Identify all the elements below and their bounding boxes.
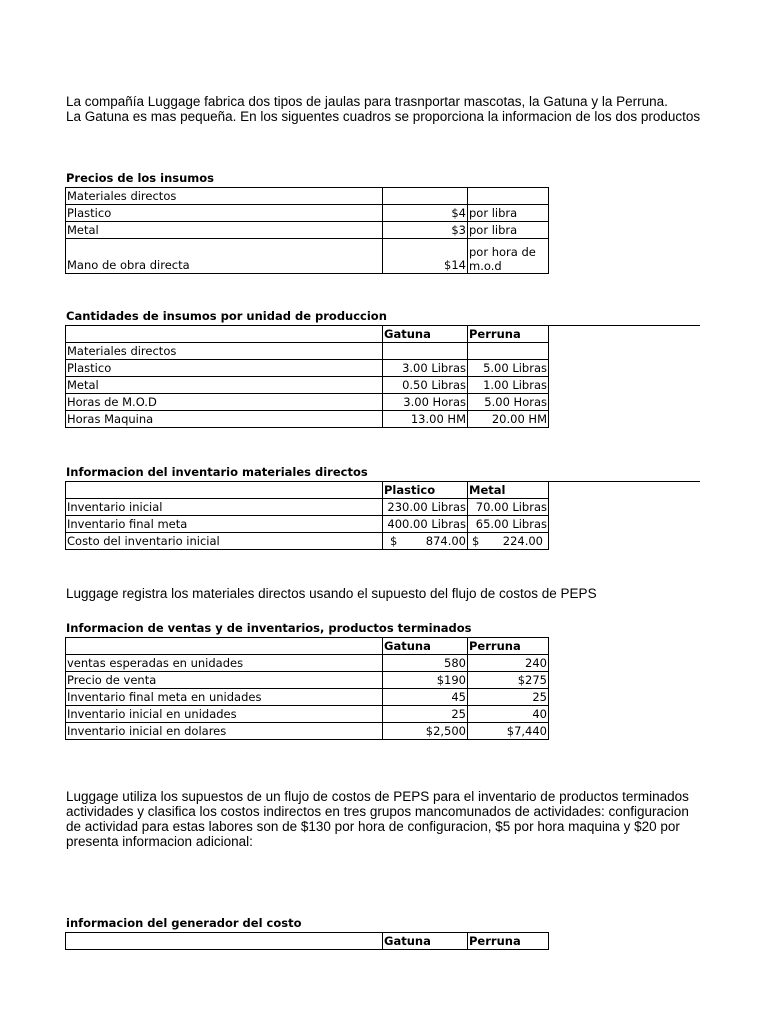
cell-label: Materiales directos — [66, 343, 383, 360]
cell-perruna: 5.00 Libras — [468, 360, 549, 377]
cell-gatuna: $190 — [383, 672, 468, 689]
cell-label: Plastico — [66, 205, 383, 222]
actividades-line-4: presenta informacion adicional: — [66, 834, 253, 849]
table-row — [66, 394, 549, 411]
table-row — [66, 689, 549, 706]
cell-metal: 70.00 Libras — [468, 499, 549, 516]
cell-plastico: 400.00 Libras — [383, 516, 468, 533]
actividades-line-1: Luggage utiliza los supuestos de un flujo de costos de PEPS para el inventario de productos terminados — [66, 789, 689, 804]
cell-label: Inventario inicial — [66, 499, 383, 516]
cell-perruna: 1.00 Libras — [468, 377, 549, 394]
column-header-gatuna: Gatuna — [383, 326, 468, 343]
cell-perruna: 25 — [468, 689, 549, 706]
cell-gatuna: 45 — [383, 689, 468, 706]
table-row — [66, 411, 549, 428]
cell-unit: por hora de m.o.d — [468, 239, 549, 274]
actividades-line-3: de actividad para estas labores son de $130 por hora de configuracion, $5 por hora maquina y $20 por — [66, 819, 680, 834]
amount: 874.00 — [425, 533, 466, 548]
cell-gatuna: 3.00 Horas — [383, 394, 468, 411]
precios-title: Precios de los insumos — [66, 171, 215, 185]
cell-perruna: $275 — [468, 672, 549, 689]
table-row — [66, 533, 549, 550]
cell-perruna: 240 — [468, 655, 549, 672]
actividades-line-2: actividades y clasifica los costos indirectos en tres grupos mancomunados de actividades: configuracion — [66, 804, 689, 819]
cell-metal — [468, 533, 549, 550]
cantidades-title: Cantidades de insumos por unidad de produccion — [66, 309, 387, 323]
column-header-metal: Metal — [468, 482, 549, 499]
cell-unit: por libra — [468, 205, 549, 222]
divider — [547, 481, 700, 482]
cell-value — [383, 188, 468, 205]
generador-table — [65, 932, 549, 950]
cell-label: Horas de M.O.D — [66, 394, 383, 411]
cell-label: Metal — [66, 377, 383, 394]
cell-label: Metal — [66, 222, 383, 239]
money-value — [469, 534, 547, 549]
cell-empty — [66, 638, 383, 655]
cell-unit — [468, 188, 549, 205]
cell-label: Materiales directos — [66, 188, 383, 205]
cell-gatuna: $2,500 — [383, 723, 468, 740]
cell-perruna: $7,440 — [468, 723, 549, 740]
intro-line-1: La compañía Luggage fabrica dos tipos de jaulas para trasnportar mascotas, la Gatuna y la Perruna. — [66, 94, 668, 109]
column-header-gatuna: Gatuna — [383, 638, 468, 655]
table-row — [66, 343, 549, 360]
table-row — [66, 239, 549, 274]
money-value — [384, 534, 466, 549]
cell-gatuna: 3.00 Libras — [383, 360, 468, 377]
table-header-row — [66, 933, 549, 950]
cell-label: Horas Maquina — [66, 411, 383, 428]
table-row — [66, 188, 549, 205]
cell-label: Plastico — [66, 360, 383, 377]
cell-gatuna: 580 — [383, 655, 468, 672]
cell-gatuna — [383, 343, 468, 360]
table-row — [66, 706, 549, 723]
table-row — [66, 377, 549, 394]
divider — [547, 325, 700, 326]
cell-label: Precio de venta — [66, 672, 383, 689]
cell-gatuna: 13.00 HM — [383, 411, 468, 428]
precios-table — [65, 187, 549, 274]
cell-label: Mano de obra directa — [66, 239, 383, 274]
cell-label: Inventario final meta en unidades — [66, 689, 383, 706]
column-header-plastico: Plastico — [383, 482, 468, 499]
table-row — [66, 222, 549, 239]
cell-unit: por libra — [468, 222, 549, 239]
cell-perruna: 20.00 HM — [468, 411, 549, 428]
currency-symbol: $ — [472, 533, 480, 548]
table-row — [66, 672, 549, 689]
peps-note: Luggage registra los materiales directos usando el supuesto del flujo de costos de PEPS — [66, 586, 597, 601]
cell-label: Costo del inventario inicial — [66, 533, 383, 550]
cell-plastico — [383, 533, 468, 550]
cell-value: $14 — [383, 239, 468, 274]
cell-value: $3 — [383, 222, 468, 239]
table-row — [66, 360, 549, 377]
table-row — [66, 205, 549, 222]
table-header-row — [66, 326, 549, 343]
cell-label: Inventario inicial en dolares — [66, 723, 383, 740]
generador-title: informacion del generador del costo — [66, 916, 302, 930]
table-row — [66, 655, 549, 672]
table-header-row — [66, 638, 549, 655]
ventas-title: Informacion de ventas y de inventarios, productos terminados — [66, 621, 472, 635]
inventario-md-title: Informacion del inventario materiales directos — [66, 465, 368, 479]
ventas-table — [65, 637, 549, 740]
column-header-gatuna: Gatuna — [383, 933, 468, 950]
currency-symbol: $ — [390, 533, 398, 548]
column-header-perruna: Perruna — [468, 638, 549, 655]
cell-empty — [66, 326, 383, 343]
inventario-md-table — [65, 481, 549, 550]
cell-perruna — [468, 343, 549, 360]
cell-metal: 65.00 Libras — [468, 516, 549, 533]
table-row — [66, 723, 549, 740]
cell-gatuna: 25 — [383, 706, 468, 723]
cell-label: Inventario inicial en unidades — [66, 706, 383, 723]
intro-paragraph — [66, 94, 700, 124]
cell-plastico: 230.00 Libras — [383, 499, 468, 516]
cell-label: Inventario final meta — [66, 516, 383, 533]
table-row — [66, 516, 549, 533]
cell-perruna: 5.00 Horas — [468, 394, 549, 411]
cell-perruna: 40 — [468, 706, 549, 723]
amount: 224.00 — [502, 533, 543, 548]
column-header-perruna: Perruna — [468, 933, 549, 950]
cell-value: $4 — [383, 205, 468, 222]
table-header-row — [66, 482, 549, 499]
cell-gatuna: 0.50 Libras — [383, 377, 468, 394]
column-header-perruna: Perruna — [468, 326, 549, 343]
cell-empty — [66, 482, 383, 499]
cell-label: ventas esperadas en unidades — [66, 655, 383, 672]
cell-empty — [66, 933, 383, 950]
intro-line-2: La Gatuna es mas pequeña. En los siguentes cuadros se proporciona la informacion de los dos productos — [66, 109, 700, 124]
actividades-paragraph — [66, 789, 700, 849]
cantidades-table — [65, 325, 549, 428]
table-row — [66, 499, 549, 516]
